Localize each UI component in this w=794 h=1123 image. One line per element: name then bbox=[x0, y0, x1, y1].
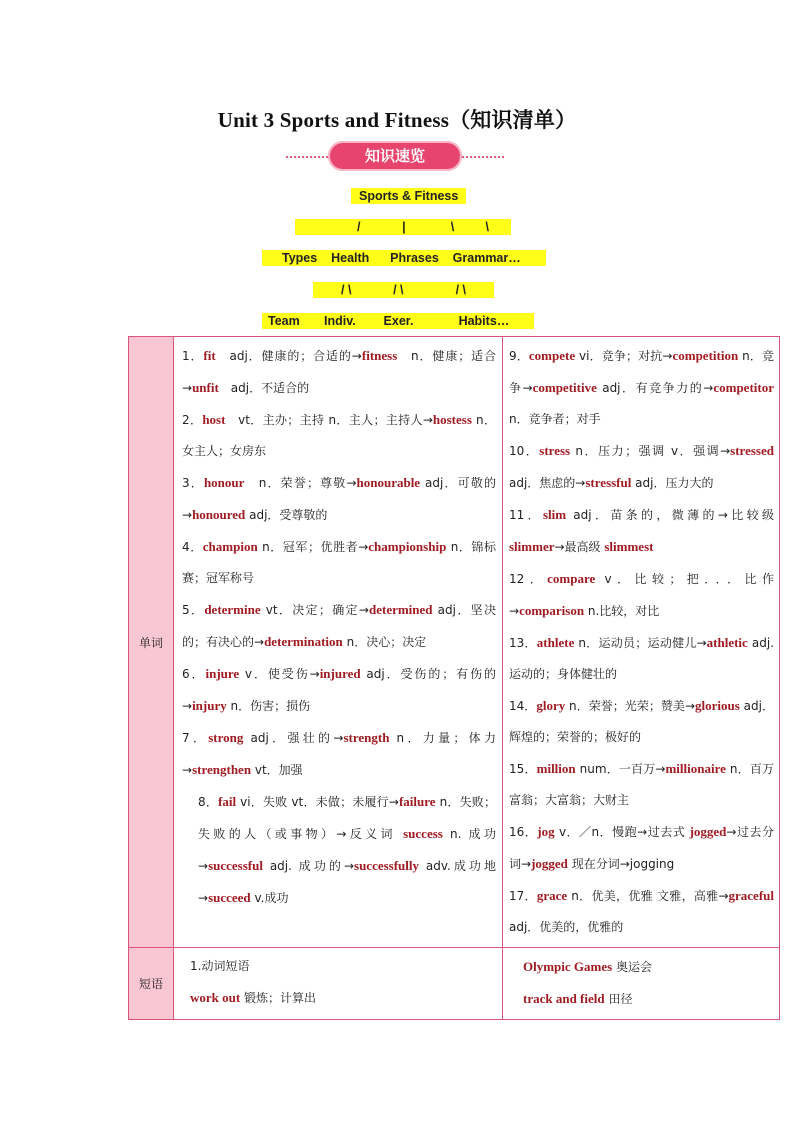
entry-text: adj．辉煌的；荣誉的；极好的 bbox=[509, 699, 774, 744]
entry-text: n. 成功→ bbox=[198, 827, 496, 873]
entry-text: 现在分词→jogging bbox=[567, 857, 675, 871]
vocab-entry bbox=[182, 531, 496, 594]
entry-text: n．竞争者；对手 bbox=[509, 412, 601, 426]
entry-text: 2． bbox=[182, 413, 203, 427]
entry-text: 11． bbox=[509, 508, 543, 522]
keyword: host bbox=[202, 412, 226, 427]
keyword: successfully bbox=[354, 858, 420, 873]
entry-text: adj．健康的；合适的→ bbox=[215, 349, 362, 363]
phrase-right-column bbox=[503, 948, 780, 1020]
entry-text: 1． bbox=[182, 349, 204, 363]
entry-text: n．百万富翁；大富翁；大财主 bbox=[509, 762, 774, 807]
keyword: grace bbox=[536, 888, 568, 903]
vocab-entry bbox=[509, 690, 774, 753]
entry-text: vt．决定；确定→ bbox=[260, 603, 369, 617]
keyword: athletic bbox=[706, 635, 748, 650]
mindmap-level-1: Types Health Phrases Grammar… bbox=[262, 250, 546, 266]
entry-text: adj．优美的，优雅的 bbox=[509, 920, 624, 934]
entry-text: 奥运会 bbox=[612, 960, 653, 974]
keyword: fail bbox=[218, 794, 237, 809]
vocab-label: 单词 bbox=[129, 337, 174, 948]
entry-text: 8． bbox=[198, 795, 219, 809]
keyword: strength bbox=[343, 730, 390, 745]
entry-text: n．竞争→ bbox=[509, 349, 775, 395]
keyword: stressed bbox=[730, 443, 774, 458]
vocab-entry bbox=[509, 563, 774, 627]
entry-text: →最高级 bbox=[554, 540, 605, 554]
entry-text: adj．苗条的，微薄的→比较级 bbox=[566, 508, 774, 522]
entry-text: adj．受伤的；有伤的→ bbox=[182, 667, 497, 713]
phrase-entry bbox=[190, 982, 496, 1014]
keyword: track and field bbox=[523, 991, 605, 1006]
entry-text: vt．主办；主持 n．主人；主持人→ bbox=[225, 413, 433, 427]
phrase-entry bbox=[523, 983, 774, 1015]
keyword: glory bbox=[536, 698, 566, 713]
keyword: stressful bbox=[585, 475, 632, 490]
entry-text: n．荣誉；尊敬→ bbox=[244, 476, 357, 490]
vocab-entry bbox=[509, 627, 774, 690]
entry-text: 10． bbox=[509, 444, 540, 458]
keyword: fitness bbox=[361, 348, 398, 363]
vocab-left-column bbox=[174, 337, 503, 948]
vocab-right-column bbox=[503, 337, 780, 948]
entry-text: 田径 bbox=[604, 992, 633, 1006]
entry-text: n．健康；适合→ bbox=[182, 349, 496, 395]
keyword: slim bbox=[543, 507, 567, 522]
phrase-entry bbox=[190, 951, 496, 982]
keyword: unfit bbox=[192, 380, 219, 395]
entry-text: adj．压力大的 bbox=[631, 476, 714, 490]
vocab-entry bbox=[182, 594, 496, 658]
keyword: championship bbox=[368, 539, 447, 554]
entry-text: n．锦标赛；冠军称号 bbox=[182, 540, 496, 585]
keyword: slimmer bbox=[509, 539, 555, 554]
entry-text: n．冠军；优胜者→ bbox=[257, 540, 369, 554]
vocab-entry bbox=[509, 753, 774, 816]
entry-text: 4． bbox=[182, 540, 203, 554]
keyword: successful bbox=[208, 858, 263, 873]
keyword: compete bbox=[528, 348, 576, 363]
entry-text: 9． bbox=[509, 349, 529, 363]
keyword: fit bbox=[203, 348, 216, 363]
entry-text: 16． bbox=[509, 825, 538, 839]
keyword: competitive bbox=[532, 380, 597, 395]
keyword: honourable bbox=[356, 475, 421, 490]
entry-text: →过去分词→ bbox=[509, 825, 774, 871]
entry-text: n.比较，对比 bbox=[584, 604, 660, 618]
entry-text: n．女主人；女房东 bbox=[182, 413, 496, 458]
keyword: determination bbox=[264, 634, 343, 649]
entry-text: 14． bbox=[509, 699, 537, 713]
keyword: million bbox=[536, 761, 576, 776]
mindmap-connectors-1: / | \ \ bbox=[295, 219, 511, 235]
page-title: Unit 3 Sports and Fitness（知识清单） bbox=[217, 108, 577, 132]
entry-text: n．压力；强调 v．强调→ bbox=[570, 444, 731, 458]
section-badge bbox=[286, 141, 504, 173]
badge-divider-right bbox=[458, 156, 504, 158]
entry-text: vi．竞争；对抗→ bbox=[575, 349, 673, 363]
vocab-entry bbox=[509, 499, 774, 563]
entry-text: adj. 成功的→ bbox=[262, 859, 355, 873]
keyword: injure bbox=[205, 666, 240, 681]
entry-text: num．一百万→ bbox=[575, 762, 666, 776]
vocab-entry bbox=[182, 404, 496, 467]
keyword: honoured bbox=[192, 507, 246, 522]
vocab-entry bbox=[509, 880, 774, 943]
vocab-entry bbox=[182, 722, 496, 786]
mindmap-connectors-2: / \ / \ / \ bbox=[313, 282, 494, 298]
entry-text: 7． bbox=[182, 731, 209, 745]
keyword: succeed bbox=[208, 890, 251, 905]
vocab-entry bbox=[182, 786, 496, 914]
entry-text: 1.动词短语 bbox=[190, 959, 250, 973]
entry-text: 12． bbox=[509, 572, 548, 586]
keyword: jogged bbox=[531, 856, 568, 871]
phrase-entry bbox=[523, 951, 774, 983]
entry-text: adj.运动的；身体健壮的 bbox=[509, 636, 775, 681]
vocab-entry bbox=[509, 340, 774, 435]
keyword: hostess bbox=[432, 412, 472, 427]
entry-text: adj．强壮的→ bbox=[243, 731, 344, 745]
entry-text: n．荣誉；光荣；赞美→ bbox=[565, 699, 696, 713]
entry-text: vi．失败 vt．未做；未履行→ bbox=[236, 795, 399, 809]
keyword: millionaire bbox=[665, 761, 726, 776]
keyword: strengthen bbox=[192, 762, 252, 777]
entry-text: v．／n．慢跑→过去式 bbox=[554, 825, 690, 839]
keyword: competitor bbox=[713, 380, 774, 395]
vocab-row bbox=[129, 337, 780, 948]
phrase-row bbox=[129, 948, 780, 1020]
keyword: Olympic Games bbox=[523, 959, 613, 974]
entry-text: 锻炼；计算出 bbox=[240, 991, 317, 1005]
entry-text: adj．不适合的 bbox=[218, 381, 310, 395]
entry-text: adj．受尊敬的 bbox=[245, 508, 328, 522]
entry-text: adj．坚决的；有决心的→ bbox=[182, 603, 496, 649]
entry-text: 15． bbox=[509, 762, 537, 776]
keyword: jog bbox=[537, 824, 555, 839]
keyword: slimmest bbox=[604, 539, 654, 554]
knowledge-table bbox=[128, 336, 780, 1020]
entry-text: adj．有竞争力的→ bbox=[596, 381, 714, 395]
keyword: competition bbox=[672, 348, 739, 363]
entry-text: n．力量；体力→ bbox=[182, 731, 496, 777]
entry-text: 17． bbox=[509, 889, 537, 903]
entry-text: v．使受伤→ bbox=[239, 667, 320, 681]
entry-text: n．失败；失败的人（或事物）→反义词 bbox=[198, 795, 497, 841]
keyword: graceful bbox=[728, 888, 774, 903]
keyword: champion bbox=[202, 539, 258, 554]
keyword: success bbox=[403, 826, 443, 841]
keyword: athlete bbox=[536, 635, 575, 650]
vocab-entry bbox=[182, 658, 496, 722]
keyword: determine bbox=[204, 602, 261, 617]
keyword: injury bbox=[192, 698, 227, 713]
keyword: jogged bbox=[689, 824, 727, 839]
vocab-entry bbox=[509, 435, 774, 499]
mindmap-level-2: Team Indiv. Exer. Habits… bbox=[262, 313, 534, 329]
entry-text: 3． bbox=[182, 476, 204, 490]
vocab-entry bbox=[182, 467, 496, 531]
entry-text: n．运动员；运动健儿→ bbox=[574, 636, 707, 650]
phrase-left-column bbox=[174, 948, 503, 1020]
keyword: injured bbox=[319, 666, 361, 681]
keyword: work out bbox=[190, 990, 241, 1005]
entry-text: adj．焦虑的→ bbox=[509, 476, 586, 490]
entry-text: vt．加强 bbox=[251, 763, 303, 777]
entry-text: adj．可敬的→ bbox=[182, 476, 496, 522]
entry-text: 13． bbox=[509, 636, 537, 650]
entry-text: n．伤害；损伤 bbox=[226, 699, 311, 713]
entry-text: v．比较；把．．．比作→ bbox=[509, 572, 774, 618]
vocab-entry bbox=[509, 816, 774, 880]
section-badge-label: 知识速览 bbox=[328, 141, 462, 171]
entry-text: adv.成功地→ bbox=[198, 859, 496, 905]
entry-text: n．优美，优雅 文雅，高雅→ bbox=[567, 889, 729, 903]
keyword: compare bbox=[547, 571, 596, 586]
phrase-label: 短语 bbox=[129, 948, 174, 1020]
keyword: comparison bbox=[519, 603, 585, 618]
vocab-entry bbox=[182, 340, 496, 404]
entry-text: v.成功 bbox=[250, 891, 289, 905]
keyword: strong bbox=[208, 730, 244, 745]
entry-text: 6． bbox=[182, 667, 206, 681]
keyword: glorious bbox=[695, 698, 740, 713]
mindmap-root: Sports & Fitness bbox=[351, 188, 466, 204]
keyword: stress bbox=[539, 443, 571, 458]
entry-text: 5． bbox=[182, 603, 205, 617]
keyword: honour bbox=[203, 475, 245, 490]
keyword: failure bbox=[398, 794, 436, 809]
badge-divider-left bbox=[286, 156, 332, 158]
keyword: determined bbox=[368, 602, 433, 617]
entry-text: n．决心；决定 bbox=[342, 635, 427, 649]
